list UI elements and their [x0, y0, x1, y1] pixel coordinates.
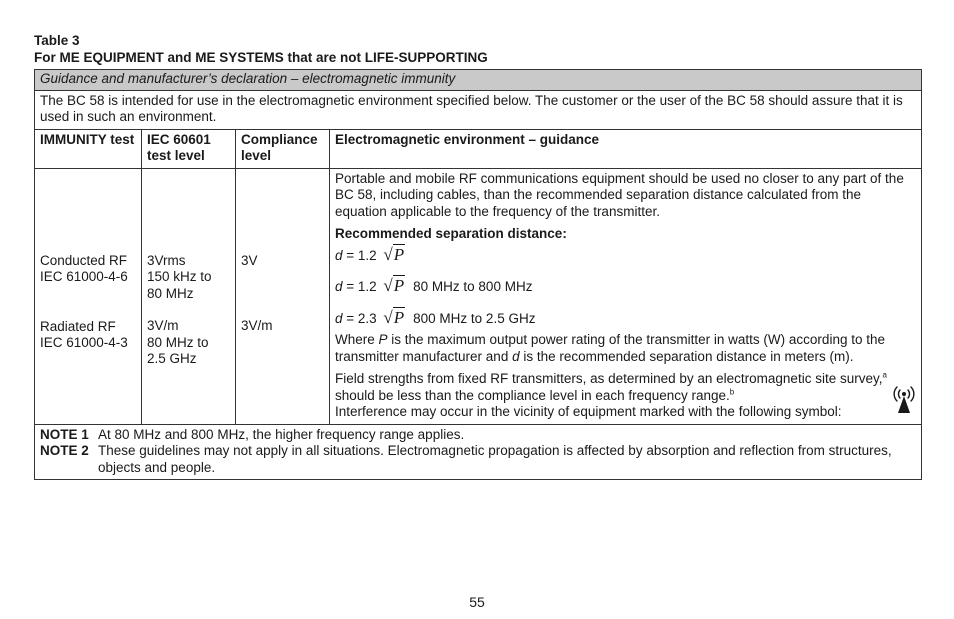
formula-2-variable: d: [335, 279, 343, 294]
immunity-table: [34, 69, 922, 480]
notes-cell: [35, 424, 922, 480]
interference-line: [335, 404, 916, 421]
intro-text: The BC 58 is intended for use in the electromagnetic environment specified below. The customer or the user of the BC 58 should assure that it is used in such an environment.: [35, 90, 922, 129]
square-root-icon: √P: [383, 276, 405, 295]
conducted-compliance: 3V: [241, 252, 258, 268]
conducted-level-3: 80 MHz: [147, 285, 194, 301]
guidance-paragraph: Portable and mobile RF communications equipment should be used no closer to any part of the BC 58, including cables, than the recommended separation distance calculated from the equation applicable to the frequency of the transmitter.: [335, 170, 904, 219]
formula-1-variable: d: [335, 247, 343, 263]
table-title: For ME EQUIPMENT and ME SYSTEMS that are not LIFE-SUPPORTING: [34, 50, 488, 65]
radiated-compliance: 3V/m: [241, 318, 273, 333]
interference-text: Interference may occur in the vicinity of equipment marked with the following symbol:: [335, 404, 842, 419]
formula-radiated-high: [335, 307, 916, 328]
radio-transmitter-icon: [889, 384, 919, 414]
guidance-header-row: [35, 70, 922, 91]
notes-row: [35, 424, 922, 480]
formula-1-power: P: [393, 244, 405, 264]
column-header-test-level: IEC 60601 test level: [142, 129, 236, 168]
radiated-level-2: 80 MHz to: [147, 334, 209, 350]
where-explanation: Where P is the maximum output power rating of the transmitter in watts (W) according to the transmitter manufacturer and d is the recommended separation distance in meters (m).: [335, 332, 885, 364]
note-1-text: At 80 MHz and 800 MHz, the higher frequency range applies.: [98, 426, 465, 442]
recommended-distance-heading: Recommended separation distance:: [335, 226, 567, 241]
radiated-test-name: Radiated RF: [40, 318, 116, 334]
radiated-test-standard: IEC 61000-4-3: [40, 335, 128, 350]
formula-1-coefficient: = 1.2: [342, 247, 381, 263]
formula-2-power: P: [393, 276, 405, 295]
note-2-label: NOTE 2: [40, 443, 89, 458]
column-header-compliance-level: Compliance level: [236, 129, 330, 168]
formula-3-variable: d: [335, 310, 343, 326]
guidance-cell: [330, 168, 922, 424]
formula-conducted: [335, 244, 916, 265]
immunity-test-cell: [35, 168, 142, 424]
conducted-test-name: Conducted RF: [40, 252, 128, 268]
formula-radiated-low: [335, 278, 916, 296]
formula-3-power: P: [393, 307, 405, 327]
square-root-icon: √P: [383, 244, 405, 264]
note-1-label: NOTE 1: [40, 426, 89, 442]
conducted-level-2: 150 kHz to: [147, 269, 212, 284]
formula-2-coefficient: = 1.2: [342, 279, 381, 294]
guidance-header: Guidance and manufacturer’s declaration – electromagnetic immunity: [35, 70, 922, 91]
document-page: [34, 32, 921, 480]
page-number: 55: [469, 594, 485, 610]
formula-2-range: 80 MHz to 800 MHz: [413, 279, 533, 294]
test-level-cell: [142, 168, 236, 424]
note-2-text: These guidelines may not apply in all situations. Electromagnetic propagation is affected by absorption and reflection from structures, objects and people.: [98, 443, 892, 475]
note-1: [40, 427, 916, 444]
radiated-level-1: 3V/m: [147, 318, 179, 333]
note-2: [40, 443, 916, 476]
column-header-immunity-test: IMMUNITY test: [35, 129, 142, 168]
conducted-test-standard: IEC 61000-4-6: [40, 269, 128, 284]
data-row: [35, 168, 922, 424]
intro-row: [35, 90, 922, 129]
column-header-guidance: Electromagnetic environment – guidance: [330, 129, 922, 168]
formula-3-range: 800 MHz to 2.5 GHz: [413, 310, 536, 326]
compliance-level-cell: [236, 168, 330, 424]
radiated-level-3: 2.5 GHz: [147, 351, 197, 366]
footnote-b: b: [729, 387, 735, 396]
square-root-icon: √P: [383, 307, 405, 327]
formula-3-coefficient: = 2.3: [342, 310, 381, 326]
field-strength-text: Field strengths from fixed RF transmitters, as determined by an electromagnetic site survey,$^a$ should be less than the compliance level in each frequency range.$^b$: [335, 370, 887, 403]
table-number: Table 3: [34, 33, 80, 48]
column-header-row: [35, 129, 922, 168]
conducted-level-1: 3Vrms: [147, 252, 186, 268]
footnote-a: a: [882, 370, 887, 380]
